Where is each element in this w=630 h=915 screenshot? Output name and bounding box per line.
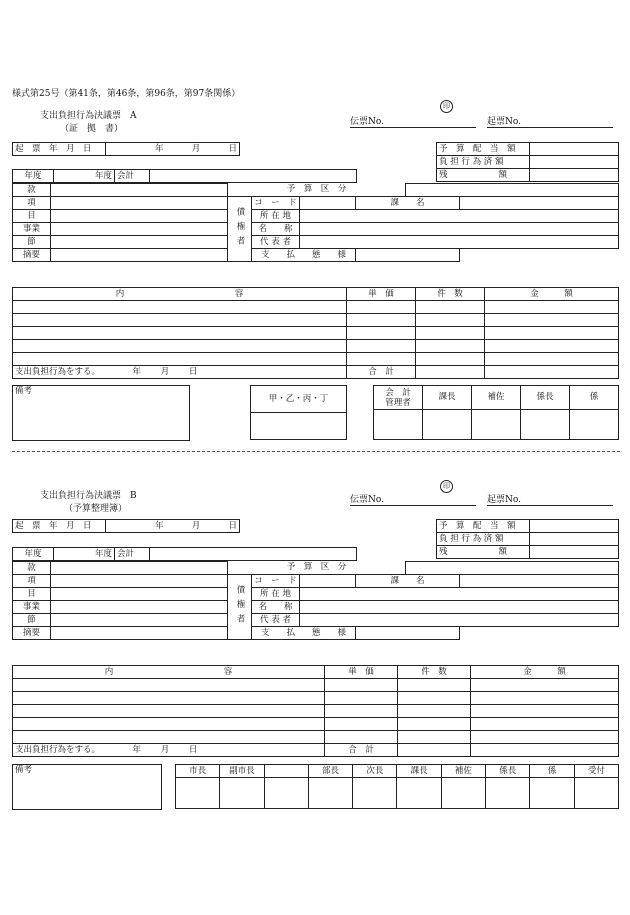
creditor-address-label: 所 在 地 (252, 210, 300, 223)
creditor-code-label: コ ー ド (252, 575, 300, 588)
creditor-rep-field[interactable] (300, 614, 619, 627)
month-label: 月 (191, 520, 201, 531)
seal-box[interactable] (264, 778, 308, 809)
items-table-b (12, 665, 619, 757)
items-content-header: 内 容 (13, 288, 347, 301)
approval-header: 部長 (308, 765, 352, 778)
item-row[interactable] (13, 718, 325, 731)
budget-class-field[interactable] (406, 562, 619, 575)
label-setsu: 節 (13, 614, 51, 627)
label-jigyo: 事業 (13, 223, 51, 236)
remarks-label: 備考 (15, 765, 33, 775)
label-kan: 款 (13, 184, 51, 197)
payment-mode-field[interactable] (356, 627, 460, 640)
field-moku[interactable] (51, 588, 228, 601)
items-content-header: 内 容 (13, 666, 325, 679)
approval-header: 補佐 (472, 386, 521, 410)
field-setsu[interactable] (51, 614, 228, 627)
item-row[interactable] (13, 731, 325, 744)
party-select[interactable]: 甲・乙・丙・丁 (251, 386, 347, 413)
seal-box[interactable] (574, 778, 618, 809)
classification-table-b (12, 561, 619, 640)
item-row[interactable] (13, 692, 325, 705)
label-tekiyo: 摘要 (13, 627, 51, 640)
budget-summary-table (436, 519, 619, 559)
label-jigyo: 事業 (13, 601, 51, 614)
form-number: 様式第25号（第41条，第46条，第96条，第97条関係） (12, 89, 241, 99)
form-b-title: 支出負担行為決議票 B (40, 491, 137, 501)
field-kan[interactable] (51, 562, 228, 575)
seal-box[interactable] (397, 778, 441, 809)
item-count[interactable] (398, 718, 471, 731)
draft-date-table (12, 519, 240, 533)
form-a-subtitle: （証 拠 書） (60, 124, 124, 134)
fiscal-year-field[interactable] (54, 548, 115, 561)
label-moku: 目 (13, 588, 51, 601)
items-count-header: 件 数 (398, 666, 471, 679)
seal-box[interactable] (486, 778, 530, 809)
form-b-subtitle: （予算整理簿） (64, 504, 128, 514)
creditor-name-label: 名 称 (252, 601, 300, 614)
approval-header: 副市長 (220, 765, 264, 778)
creditor-name-label: 名 称 (252, 223, 300, 236)
fiscal-year-label: 年度 (13, 170, 54, 183)
expense-decision-text: 支出負担行為をする。 (15, 744, 96, 755)
budget-committed-label: 負 担 行 為 済 額 (437, 156, 530, 169)
draft-date-label: 起 票 年 月 日 (13, 520, 106, 533)
fiscal-year-label: 年度 (13, 548, 54, 561)
voucher-no-label: 伝票No. (350, 117, 384, 127)
label-setsu: 節 (13, 236, 51, 249)
approval-header: 係 (570, 386, 619, 410)
item-count[interactable] (398, 705, 471, 718)
section-name-label: 課 名 (356, 197, 460, 210)
label-kou: 項 (13, 197, 51, 210)
seal-box[interactable] (353, 778, 397, 809)
item-unit-price[interactable] (325, 679, 398, 692)
account-label: 会計 (115, 170, 150, 183)
approval-header (264, 765, 308, 778)
seal-box[interactable] (176, 778, 220, 809)
item-count[interactable] (398, 731, 471, 744)
total-amount[interactable] (471, 744, 619, 757)
month-label: 月 (160, 744, 170, 755)
creditor-rep-label: 代 表 者 (252, 614, 300, 627)
creditor-label: 債権者 (228, 197, 252, 262)
approval-header: 係 (530, 765, 574, 778)
creditor-address-field[interactable] (300, 588, 619, 601)
seal-box[interactable] (530, 778, 574, 809)
item-count[interactable] (398, 679, 471, 692)
year-label: 年 (155, 143, 164, 154)
creditor-rep-label: 代 表 者 (252, 236, 300, 249)
budget-allotted-label: 予 算 配 当 額 (437, 520, 530, 533)
budget-remaining-label: 残 額 (437, 169, 530, 182)
approval-header: 受付 (574, 765, 618, 778)
creditor-code-field[interactable] (300, 575, 356, 588)
item-row[interactable] (13, 705, 325, 718)
payment-mode-label: 支 払 態 様 (252, 627, 356, 640)
creditor-address-label: 所 在 地 (252, 588, 300, 601)
draft-date-field[interactable] (106, 520, 240, 533)
item-amount[interactable] (471, 718, 619, 731)
item-amount[interactable] (471, 705, 619, 718)
item-unit-price[interactable] (325, 731, 398, 744)
seal-mark-icon: 印 (440, 480, 453, 493)
item-amount[interactable] (471, 679, 619, 692)
remarks-field[interactable] (13, 765, 162, 810)
field-tekiyo[interactable] (51, 627, 228, 640)
approval-header: 係長 (486, 765, 530, 778)
day-label: 日 (188, 744, 198, 755)
budget-committed-label: 負 担 行 為 済 額 (437, 533, 530, 546)
section-name-label: 課 名 (356, 575, 460, 588)
budget-class-label: 予 算 区 分 (228, 562, 406, 575)
remarks-label: 備考 (15, 386, 33, 396)
year-label: 年 (132, 366, 141, 377)
seal-box[interactable] (441, 778, 485, 809)
total-label: 合 計 (347, 366, 416, 379)
blank-cell (460, 627, 619, 640)
day-label: 日 (228, 143, 237, 154)
seal-box[interactable] (308, 778, 352, 809)
year-label: 年 (132, 744, 141, 755)
month-label: 月 (191, 143, 201, 154)
remarks-table-b (12, 764, 162, 810)
label-kan: 款 (13, 562, 51, 575)
approval-header: 補佐 (441, 765, 485, 778)
label-kou: 項 (13, 575, 51, 588)
account-field[interactable] (150, 548, 357, 561)
items-unit-price-header: 単 価 (325, 666, 398, 679)
section-name-field[interactable] (460, 575, 619, 588)
draft-no-label: 起票No. (487, 117, 521, 127)
budget-allotted-value[interactable] (530, 520, 619, 533)
expense-decision-line (13, 744, 325, 757)
item-row[interactable] (13, 679, 325, 692)
budget-class-label: 予 算 区 分 (228, 184, 406, 197)
field-kou[interactable] (51, 575, 228, 588)
items-amount-header: 金 額 (485, 288, 619, 301)
voucher-no-field[interactable] (350, 492, 476, 506)
item-unit-price[interactable] (325, 705, 398, 718)
item-unit-price[interactable] (325, 718, 398, 731)
item-amount[interactable] (471, 731, 619, 744)
budget-remaining-value[interactable] (530, 546, 619, 559)
day-label: 日 (228, 520, 237, 531)
seal-mark-icon: 印 (440, 100, 453, 113)
total-count[interactable] (398, 744, 471, 757)
field-jigyo[interactable] (51, 601, 228, 614)
total-label: 合 計 (325, 744, 398, 757)
creditor-label: 債権者 (228, 575, 252, 640)
budget-committed-value[interactable] (530, 533, 619, 546)
items-unit-price-header: 単 価 (347, 288, 416, 301)
item-amount[interactable] (471, 692, 619, 705)
approval-header: 課長 (397, 765, 441, 778)
form-a-title: 支出負担行為決議票 A (40, 111, 137, 121)
approval-header: 係長 (521, 386, 570, 410)
creditor-name-field[interactable] (300, 601, 619, 614)
account-label: 会計 (115, 548, 150, 561)
seal-box[interactable] (220, 778, 264, 809)
items-count-header: 件 数 (416, 288, 485, 301)
year-label: 年 (155, 520, 164, 531)
item-count[interactable] (398, 692, 471, 705)
accountant-header: 会 計 管理者 (374, 386, 423, 410)
day-label: 日 (188, 366, 198, 377)
fiscal-year-table (12, 547, 357, 561)
fiscal-year-unit: 年度 (94, 170, 112, 181)
voucher-no-label: 伝票No. (350, 495, 384, 505)
fiscal-year-unit: 年度 (94, 548, 112, 559)
draft-no-label: 起票No. (487, 495, 521, 505)
expense-decision-text: 支出負担行為をする。 (15, 366, 96, 377)
item-unit-price[interactable] (325, 692, 398, 705)
label-moku: 目 (13, 210, 51, 223)
approval-header: 次長 (353, 765, 397, 778)
payment-mode-label: 支 払 態 様 (252, 249, 356, 262)
creditor-code-label: コ ー ド (252, 197, 300, 210)
draft-no-field[interactable] (487, 492, 613, 506)
draft-date-label: 起 票 年 月 日 (13, 143, 106, 156)
approval-header: 課長 (423, 386, 472, 410)
label-tekiyo: 摘要 (13, 249, 51, 262)
approval-table-b (175, 764, 619, 809)
items-amount-header: 金 額 (471, 666, 619, 679)
budget-allotted-label: 予 算 配 当 額 (437, 143, 530, 156)
budget-remaining-label: 残 額 (437, 546, 530, 559)
approval-header: 市長 (176, 765, 220, 778)
month-label: 月 (160, 366, 170, 377)
